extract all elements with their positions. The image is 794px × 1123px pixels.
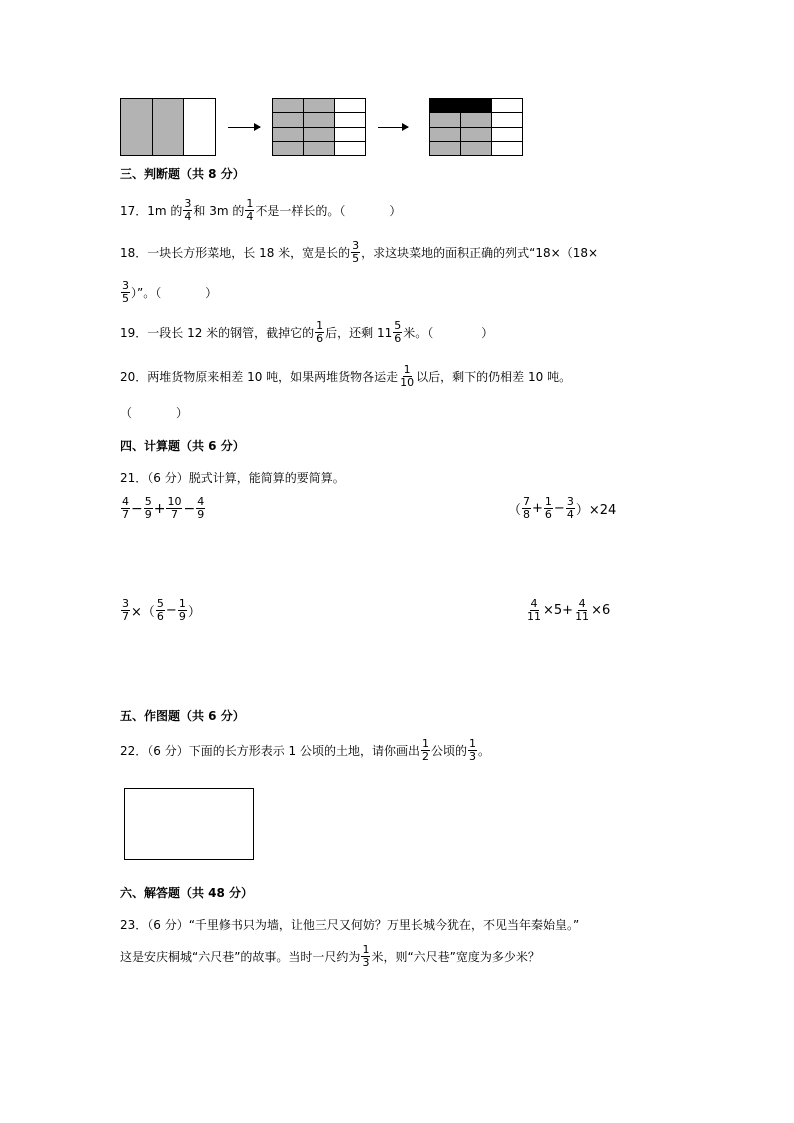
expression-4: $\frac{4}{11}$ ×5+ $\frac{4}{11}$ ×6: [527, 597, 611, 623]
text: ）: [176, 406, 189, 420]
operator: −: [183, 500, 196, 517]
text: （: [508, 503, 522, 518]
question-19: [120, 320, 493, 345]
operator: +: [153, 500, 166, 517]
text: ，求这块菜地的面积正确的列式“18×（18×: [361, 246, 599, 260]
expression-3: $\frac{3}{7}$ ×（ $\frac{5}{6}$ − $\frac{1}{9}$ ）: [122, 597, 201, 623]
expression-2: （ $\frac{7}{8}$ + $\frac{1}{6}$ − $\frac{3}{4}$ ）×24: [508, 495, 617, 521]
operator: −: [553, 501, 565, 516]
fraction: $\frac{3}{5}$: [122, 279, 129, 305]
question-21: 21．（6 分）脱式计算，能简算的要简算。: [120, 471, 345, 485]
text: ×5+: [543, 603, 574, 618]
question-17: [120, 198, 401, 223]
text: ×6: [591, 603, 611, 618]
fraction: $\frac{1}{2}$: [422, 737, 429, 763]
text: 和 3m 的: [193, 204, 245, 218]
text: 18．一块长方形菜地，长 18 米，宽是长的: [120, 246, 351, 260]
text: ）: [205, 286, 218, 300]
fraction: $\frac{1}{10}$: [400, 363, 415, 389]
text: （: [120, 406, 133, 420]
text: ）: [187, 605, 201, 620]
question-23-cont: [120, 944, 540, 969]
rect-grid-2: [429, 98, 523, 156]
fraction: $\frac{1}{3}$: [469, 737, 477, 763]
text: 公顷的: [431, 744, 468, 758]
rect-thirds: [120, 98, 216, 156]
rect-grid-1: [272, 98, 366, 156]
operator: −: [131, 500, 143, 517]
text: ）: [389, 204, 402, 218]
text: ）×24: [575, 503, 617, 518]
arrow-icon: [378, 127, 408, 128]
fraction: $\frac{3}{4}$: [184, 197, 192, 223]
text: 米。（: [403, 326, 434, 340]
text: 20．两堆货物原来相差 10 吨，如果两堆货物各运走: [120, 370, 399, 384]
text: 米，则“六尺巷”宽度为多少米？: [371, 950, 540, 964]
fraction: $\frac{1}{3}$: [362, 943, 370, 969]
operator: −: [165, 603, 177, 618]
question-20: [120, 364, 571, 389]
fraction: $\frac{1}{6}$: [316, 319, 324, 345]
section-title: 三、判断题（共 8 分）: [120, 167, 245, 181]
section-title: 五、作图题（共 6 分）: [120, 709, 245, 723]
fraction: $\frac{3}{5}$: [352, 239, 360, 265]
section-title: 六、解答题（共 48 分）: [120, 886, 254, 900]
question-20-cont: [120, 404, 188, 421]
text: 19．一段长 12 米的钢管，截掉它的: [120, 326, 315, 340]
drawing-rectangle[interactable]: [124, 788, 254, 860]
fraction: $\frac{1}{4}$: [246, 197, 254, 223]
text: 。: [478, 744, 491, 758]
arrow-icon: [228, 127, 260, 128]
question-18-cont: [120, 280, 217, 305]
text: ×（: [131, 605, 155, 620]
text: ）”。（: [131, 286, 162, 300]
text: 17．1m 的: [120, 204, 183, 218]
text: 22．（6 分）下面的长方形表示 1 公顷的土地，请你画出: [120, 744, 420, 758]
fraction: $\frac{5}{6}$: [394, 319, 402, 345]
text: 不是一样长的。（: [255, 204, 346, 218]
operator: +: [532, 501, 543, 516]
text: 后，还剩 11: [325, 326, 393, 340]
text: 这是安庆桐城“六尺巷”的故事。当时一尺约为: [120, 950, 361, 964]
question-18: [120, 240, 598, 265]
question-23: 23．（6 分）“千里修书只为墙，让他三尺又何妨？万里长城今犹在，不见当年秦始皇。”: [120, 918, 580, 932]
text: ）: [481, 326, 494, 340]
text: 以后，剩下的仍相差 10 吨。: [416, 370, 572, 384]
section-title: 四、计算题（共 6 分）: [120, 439, 245, 453]
expression-1: $\frac{4}{7}$ − $\frac{5}{9}$ + $\frac{10}{7}$ − $\frac{4}{9}$: [122, 495, 205, 521]
question-22: [120, 738, 490, 763]
